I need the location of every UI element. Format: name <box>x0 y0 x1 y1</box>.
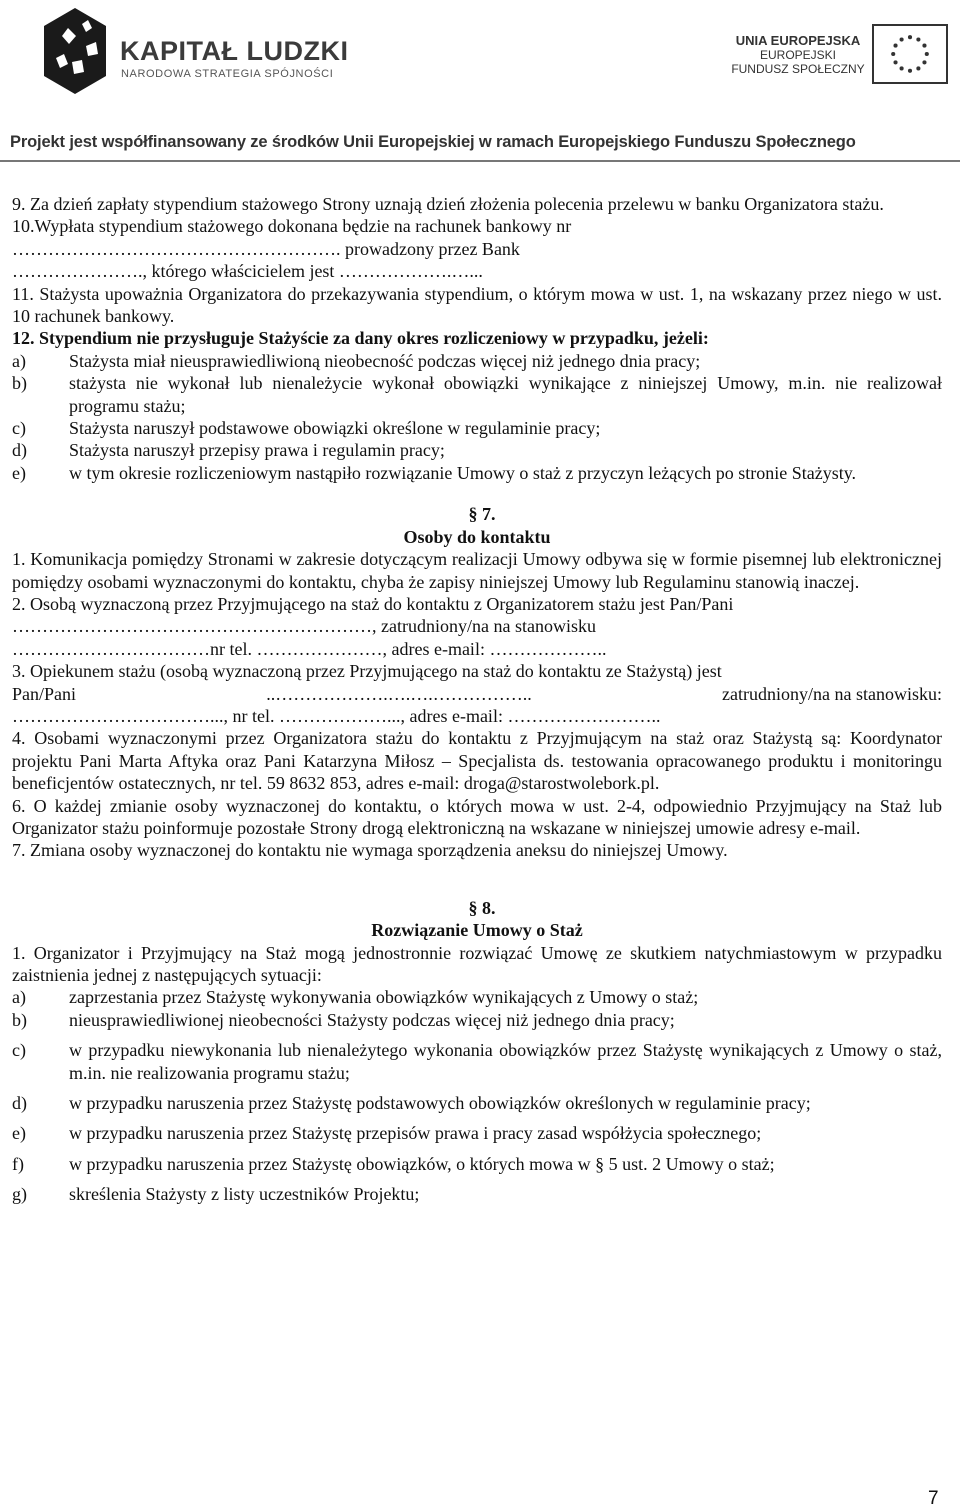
section-7-point-2-line-2: ……………………………………………………, zatrudniony/na na stanowisku <box>12 616 596 637</box>
section-7-point-2: 2. Osobą wyznaczoną przez Przyjmującego na staż do kontaktu z Organizatorem stażu jest Pan/Pani <box>12 593 734 614</box>
section-7-point-7: 7. Zmiana osoby wyznaczonej do kontaktu nie wymaga sporządzenia aneksu do niniejszej Umowy. <box>12 840 728 861</box>
list-item-text: Stażysta naruszył podstawowe obowiązki określone w regulaminie pracy; <box>69 418 601 439</box>
list-item-text: Stażysta miał nieusprawiedliwioną nieobecność podczas więcej niż jednego dnia pracy; <box>69 350 701 371</box>
list-item <box>12 1122 942 1144</box>
eu-line-3: FUNDUSZ SPOŁECZNY <box>731 62 865 76</box>
kapital-ludzki-title: KAPITAŁ LUDZKI <box>120 36 349 66</box>
spacer <box>12 484 942 503</box>
pan-pani-label: Pan/Pani <box>12 683 77 704</box>
list-item-label: d) <box>12 1093 27 1114</box>
eu-fund-label <box>728 34 868 76</box>
section-7-point-6: 6. O każdej zmianie osoby wyznaczonej do kontaktu, o których mowa w ust. 2-4, odpowiednio Przyjmujący na Staż lub Organizator stażu poinformuje pozostałe Strony drogą elektroniczną na wskazane w niniejszej umowie adresy e-mail. <box>12 795 942 838</box>
list-item <box>12 986 942 1008</box>
list-item-text: skreślenia Stażysty z listy uczestników Projektu; <box>69 1184 420 1205</box>
list-item <box>12 462 942 484</box>
list-item-label: a) <box>12 987 26 1008</box>
paragraph-12-heading <box>12 327 942 349</box>
section-7-point-3: 3. Opiekunem stażu (osobą wyznaczoną przez Przyjmującego na staż do kontaktu ze Stażystą) jest <box>12 661 722 682</box>
section-8-number: § 8. <box>468 897 496 918</box>
eu-line-1: UNIA EUROPEJSKA <box>735 33 861 48</box>
section-7-point-3-line-2 <box>12 683 942 705</box>
list-item <box>12 1009 942 1031</box>
list-item <box>12 1153 942 1175</box>
kapital-ludzki-logo-icon <box>42 6 108 94</box>
list-item-label: f) <box>12 1153 24 1174</box>
kapital-ludzki-subtitle: NARODOWA STRATEGIA SPÓJNOŚCI <box>121 68 334 80</box>
list-item-label: b) <box>12 373 27 394</box>
list-item-text: zaprzestania przez Stażystę wykonywania obowiązków wynikających z Umowy o staż; <box>69 987 699 1008</box>
list-item-text: w przypadku naruszenia przez Stażystę przepisów prawa i pracy zasad współżycia społecznego; <box>69 1123 762 1144</box>
eu-line-2: EUROPEJSKI <box>759 48 837 62</box>
paragraph-9: 9. Za dzień zapłaty stypendium stażowego Strony uznają dzień złożenia polecenia przelewu w banku Organizatora stażu. <box>12 194 884 214</box>
list-item-label: c) <box>12 418 26 439</box>
page-number: 7 <box>928 1488 939 1509</box>
paragraph-10-line-3: …………………., którego właścicielem jest ……………….…... <box>12 261 483 282</box>
document-body <box>12 193 942 1206</box>
list-item <box>12 1039 942 1084</box>
section-7-point-3-line-3: ……………………………..., nr tel. ………………..., adres e-mail: …………………….. <box>12 705 661 726</box>
paragraph-10-line-1: 10.Wypłata stypendium stażowego dokonana będzie na rachunek bankowy nr <box>12 216 572 237</box>
list-item-text: stażysta nie wykonał lub nienależycie wykonał obowiązki wynikające z niniejszej Umowy, m.in. nie realizował programu stażu; <box>69 373 942 416</box>
list-item-text: w przypadku niewykonania lub nienależytego wykonania obowiązków przez Stażystę wynikających z Umowy o staż, m.in. nie realizowania programu stażu; <box>69 1040 942 1083</box>
list-item-label: a) <box>12 350 26 371</box>
paragraph-10-line-2: ………………………………………………. prowadzony przez Bank <box>12 238 520 259</box>
paragraph-12-heading-text: 12. Stypendium nie przysługuje Stażyście za dany okres rozliczeniowy w przypadku, jeżeli: <box>12 328 709 349</box>
list-item-label: c) <box>12 1040 26 1061</box>
eu-flag-icon <box>872 24 948 84</box>
list-item <box>12 372 942 417</box>
section-8-title: Rozwiązanie Umowy o Staż <box>371 920 583 941</box>
list-item-text: Stażysta naruszył przepisy prawa i regulamin pracy; <box>69 440 445 461</box>
list-item-label: e) <box>12 1123 26 1144</box>
list-item <box>12 1183 942 1205</box>
page-header <box>0 0 960 170</box>
spacer <box>12 862 942 881</box>
section-7-point-2-line-3: ……………………………nr tel. …………………, adres e-mail: ……………….. <box>12 638 607 659</box>
list-item-text: w przypadku naruszenia przez Stażystę obowiązków, o których mowa w § 5 ust. 2 Umowy o staż; <box>69 1153 775 1174</box>
section-8-point-1: 1. Organizator i Przyjmujący na Staż mogą jednostronnie rozwiązać Umowę ze skutkiem natychmiastowym w przypadku zaistnienia jednej z następujących sytuacji: <box>12 942 942 985</box>
section-7-number: § 7. <box>468 504 496 525</box>
list-item-text: w przypadku naruszenia przez Stażystę podstawowych obowiązków określonych w regulaminie pracy; <box>69 1093 811 1114</box>
paragraph-11: 11. Stażysta upoważnia Organizatora do przekazywania stypendium, o którym mowa w ust. 1, na wskazany przez niego w ust. 10 rachunek bankowy. <box>12 283 942 327</box>
list-item <box>12 439 942 461</box>
list-item-label: d) <box>12 440 27 461</box>
list-item-label: e) <box>12 462 26 483</box>
list-item-label: b) <box>12 1009 27 1030</box>
list-item <box>12 350 942 372</box>
section-7-point-4: 4. Osobami wyznaczonymi przez Organizatora stażu do kontaktu z Przyjmującym na staż oraz Stażystą są: Koordynator projektu Pani Marta Aftyka oraz Pani Katarzyna Miłosz – Specjalista ds. testowania opracowanego produktu i monitoringu beneficjentów ostatecznych, nr tel. 59 8632 853, adres e-mail: droga@starostwolebork.pl. <box>12 728 942 794</box>
list-item-text: nieusprawiedliwionej nieobecności Stażysty podczas więcej niż jednego dnia pracy; <box>69 1009 675 1030</box>
list-item-label: g) <box>12 1184 27 1205</box>
section-7-point-1: 1. Komunikacja pomiędzy Stronami w zakresie dotyczącym realizacji Umowy odbywa się w formie pisemnej lub elektronicznej pomiędzy osobami wyznaczonymi do kontaktu, chyba że zapisy niniejszej Umowy lub Regulaminu stanowią inaczej. <box>12 549 942 592</box>
position-label: zatrudniony/na na stanowisku: <box>722 683 942 704</box>
header-divider <box>0 160 960 162</box>
list-item <box>12 417 942 439</box>
cofinancing-statement: Projekt jest współfinansowany ze środków Unii Europejskiej w ramach Europejskiego Funduszu Społecznego <box>10 133 856 151</box>
list-item-text: w tym okresie rozliczeniowym nastąpiło rozwiązanie Umowy o staż z przyczyn leżących po stronie Stażysty. <box>69 462 857 483</box>
list-item <box>12 1092 942 1114</box>
name-placeholder: ..……………….….….…………….. <box>266 683 532 704</box>
section-7-title: Osoby do kontaktu <box>403 526 551 547</box>
